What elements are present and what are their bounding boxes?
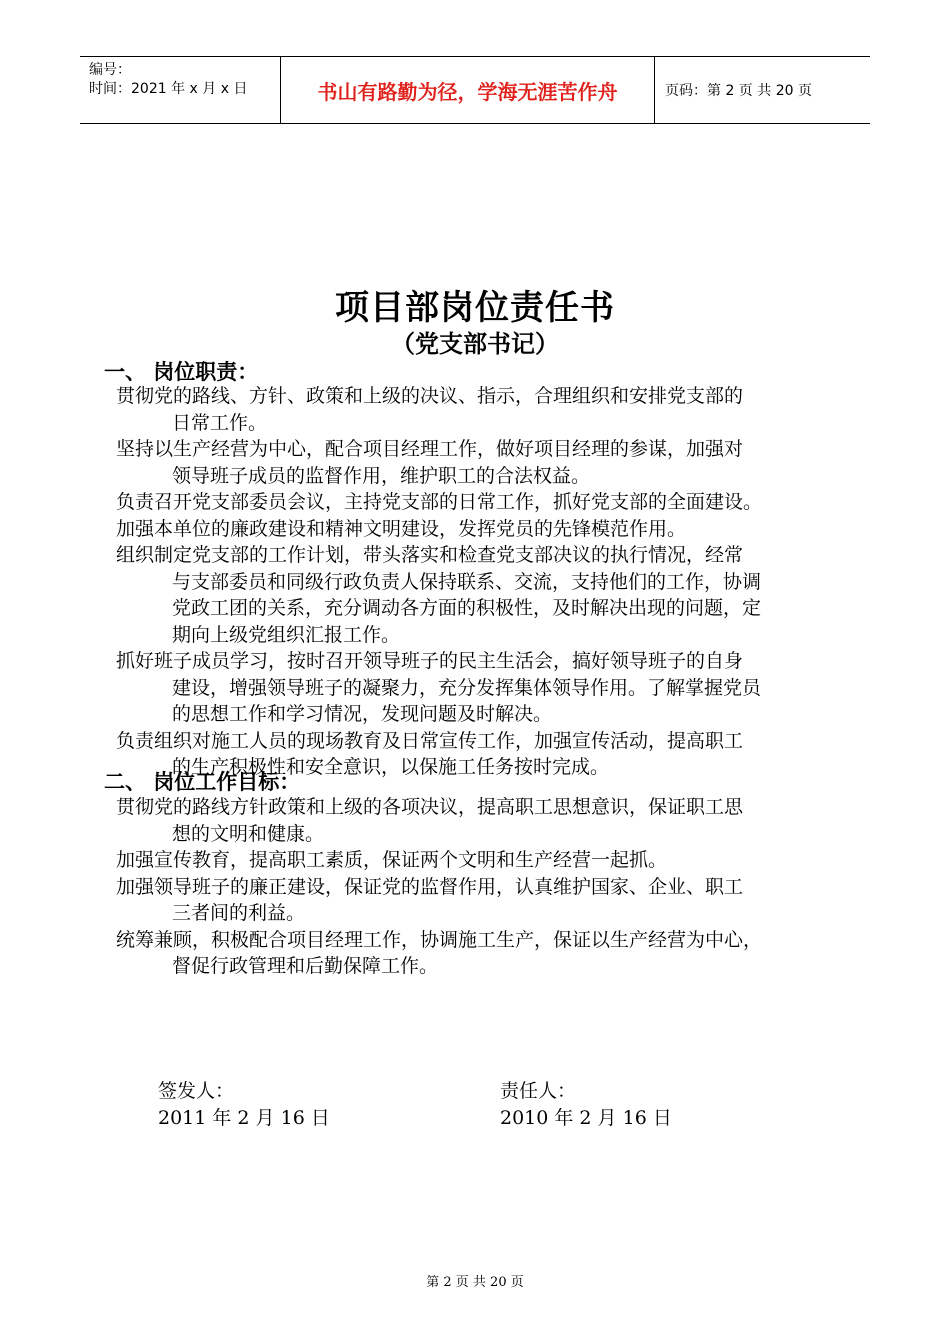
list-item-line: 党政工团的关系，充分调动各方面的积极性，及时解决出现的问题，定: [172, 597, 762, 619]
list-item-line: 加强宣传教育，提高职工素质，保证两个文明和生产经营一起抓。: [116, 849, 668, 871]
list-item-line: 的生产积极性和安全意识，以保施工任务按时完成。: [172, 756, 610, 778]
list-item-line: 建设，增强领导班子的凝聚力，充分发挥集体领导作用。了解掌握党员: [172, 676, 762, 699]
section-heading-duties: 一、 岗位职责：: [104, 359, 259, 384]
list-item-line: 加强本单位的廉政建设和精神文明建设，发挥党员的先锋模范作用。: [116, 517, 687, 540]
section-heading-goals: 二、 岗位工作目标：: [104, 769, 301, 794]
responsible-label: 责任人：: [500, 1080, 577, 1102]
list-item-line: 加强领导班子的廉正建设，保证党的监督作用，认真维护国家、企业、职工: [116, 875, 744, 898]
header-meta: [80, 57, 281, 123]
list-item: [116, 542, 876, 648]
document-subtitle: （党支部书记）: [391, 329, 559, 358]
list-item-line: 统筹兼顾，积极配合项目经理工作，协调施工生产，保证以生产经营为中心，: [116, 928, 763, 951]
list-item-line: 的思想工作和学习情况，发现问题及时解决。: [172, 703, 553, 725]
issuer-date: 2011 年 2 月 16 日: [158, 1107, 330, 1129]
list-item-line: 负责召开党支部委员会议，主持党支部的日常工作，抓好党支部的全面建设。: [116, 491, 763, 513]
list-item-line: 日常工作。: [172, 411, 268, 434]
list-item: [116, 436, 876, 489]
list-item-line: 贯彻党的路线方针政策和上级的各项决议，提高职工思想意识，保证职工思: [116, 796, 744, 818]
list-item-line: 三者间的利益。: [172, 902, 306, 924]
responsible-block: [500, 1078, 672, 1132]
list-item: [116, 794, 876, 847]
list-item: [116, 489, 876, 516]
list-item-line: 贯彻党的路线、方针、政策和上级的决议、指示，合理组织和安排党支部的: [116, 385, 744, 407]
issuer-block: [158, 1078, 330, 1132]
issuer-label: 签发人：: [158, 1080, 235, 1102]
list-item: [116, 648, 876, 728]
time-label: 时间：2021 年 x 月 x 日: [89, 81, 248, 97]
list-item-line: 组织制定党支部的工作计划，带头落实和检查党支部决议的执行情况，经常: [116, 544, 744, 566]
header-page-label: 页码：第 2 页 共 20 页: [665, 83, 812, 99]
document-title: 项目部岗位责任书: [335, 288, 615, 328]
list-item-line: 负责组织对施工人员的现场教育及日常宣传工作，加强宣传活动，提高职工: [116, 729, 744, 752]
list-item: [116, 516, 876, 543]
header-motto: 书山有路勤为径，学海无涯苦作舟: [281, 57, 655, 123]
responsible-date: 2010 年 2 月 16 日: [500, 1107, 672, 1129]
page-footer: 第 2 页 共 20 页: [426, 1275, 524, 1290]
number-label: 编号：: [89, 62, 131, 78]
list-item-line: 督促行政管理和后勤保障工作。: [172, 955, 439, 977]
list-item: [116, 383, 876, 436]
list-item: [116, 874, 876, 927]
list-item: [116, 927, 876, 980]
list-item-line: 坚持以生产经营为中心，配合项目经理工作，做好项目经理的参谋，加强对: [116, 438, 744, 460]
list-item: [116, 847, 876, 874]
list-item-line: 与支部委员和同级行政负责人保持联系、交流，支持他们的工作，协调: [172, 570, 762, 593]
list-item-line: 想的文明和健康。: [172, 822, 325, 845]
list-item-line: 领导班子成员的监督作用，维护职工的合法权益。: [172, 464, 591, 487]
list-item-line: 期向上级党组织汇报工作。: [172, 623, 401, 646]
list-item-line: 抓好班子成员学习，按时召开领导班子的民主生活会，搞好领导班子的自身: [116, 650, 744, 672]
page-header: [80, 56, 870, 124]
